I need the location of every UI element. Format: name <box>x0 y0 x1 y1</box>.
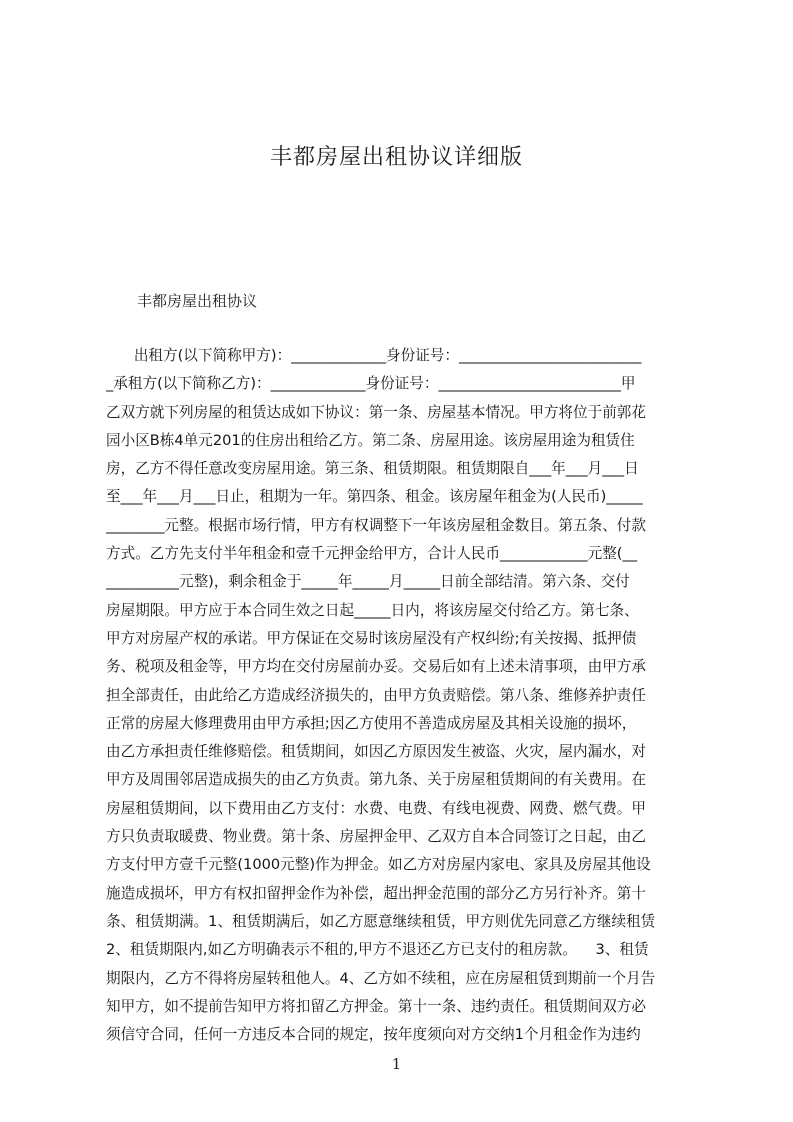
body-line: 2、租赁期限内,如乙方明确表示不租的,甲方不退还乙方已支付的租房款。 3、租赁 <box>106 941 649 959</box>
body-line: 房屋期限。甲方应于本合同生效之日起_____日内，将该房屋交付给乙方。第七条、 <box>106 601 639 619</box>
body-line: 方式。乙方先支付半年租金和壹千元押金给甲方，合计人民币____________元整(__ <box>106 545 638 563</box>
body-line: 期限内，乙方不得将房屋转租他人。4、乙方如不续租，应在房屋租赁到期前一个月告 <box>106 969 656 987</box>
body-line: 须信守合同，任何一方违反本合同的规定，按年度须向对方交纳1个月租金作为违约 <box>106 1026 641 1044</box>
page-number: 1 <box>391 1055 402 1073</box>
body-line: 甲方对房屋产权的承诺。甲方保证在交易时该房屋没有产权纠纷;有关按揭、抵押债 <box>106 629 637 647</box>
body-line: 至___年___月___日止，租期为一年。第四条、租金。该房屋年租金为(人民币)_____ <box>106 488 643 506</box>
body-line: 乙双方就下列房屋的租赁达成如下协议：第一条、房屋基本情况。甲方将位于前郭花 <box>106 403 646 421</box>
body-line: 甲方及周围邻居造成损失的由乙方负责。第九条、关于房屋租赁期间的有关费用。在 <box>106 771 646 789</box>
body-line: __________元整)，剩余租金于_____年_____月_____日前全部结清。第六条、交付 <box>106 573 630 591</box>
body-line: 施造成损坏，甲方有权扣留押金作为补偿，超出押金范围的部分乙方另行补齐。第十 <box>106 884 646 902</box>
document-title: 丰都房屋出租协议详细版 <box>269 145 523 170</box>
body-line: 出租方(以下简称甲方)：_____________身份证号：_________________________ <box>106 347 642 364</box>
body-line: 由乙方承担责任维修赔偿。租赁期间，如因乙方原因发生被盗、火灾，屋内漏水，对 <box>106 743 646 761</box>
body-line: 房，乙方不得任意改变房屋用途。第三条、租赁期限。租赁期限自___年___月___日 <box>106 460 639 478</box>
body-line: 知甲方，如不提前告知甲方将扣留乙方押金。第十一条、违约责任。租赁期间双方必 <box>106 997 646 1015</box>
body-line: 园小区B栋4单元201的住房出租给乙方。第二条、房屋用途。该房屋用途为租赁住 <box>106 431 635 449</box>
body-line: 正常的房屋大修理费用由甲方承担;因乙方使用不善造成房屋及其相关设施的损坏， <box>106 714 637 732</box>
body-line: _承租方(以下简称乙方)：_____________身份证号：_________________________甲 <box>106 375 636 393</box>
body-line: 方支付甲方壹千元整(1000元整)作为押金。如乙方对房屋内家电、家具及房屋其他设 <box>106 856 651 874</box>
body-line: ________元整。根据市场行情，甲方有权调整下一年该房屋租金数目。第五条、付款 <box>106 516 646 534</box>
body-line: 条、租赁期满。1、租赁期满后，如乙方愿意继续租赁，甲方则优先同意乙方继续租赁 <box>106 912 656 930</box>
document-body <box>106 342 696 1049</box>
body-line: 务、税项及租金等，甲方均在交付房屋前办妥。交易后如有上述未清事项，由甲方承 <box>106 658 646 676</box>
body-line: 担全部责任，由此给乙方造成经济损失的，由甲方负责赔偿。第八条、维修养护责任 <box>106 686 646 704</box>
document-subtitle: 丰都房屋出租协议 <box>137 292 258 310</box>
body-line: 房屋租赁期间，以下费用由乙方支付：水费、电费、有线电视费、网费、燃气费。甲 <box>106 799 646 817</box>
body-line: 方只负责取暖费、物业费。第十条、房屋押金甲、乙双方自本合同签订之日起，由乙 <box>106 828 646 846</box>
